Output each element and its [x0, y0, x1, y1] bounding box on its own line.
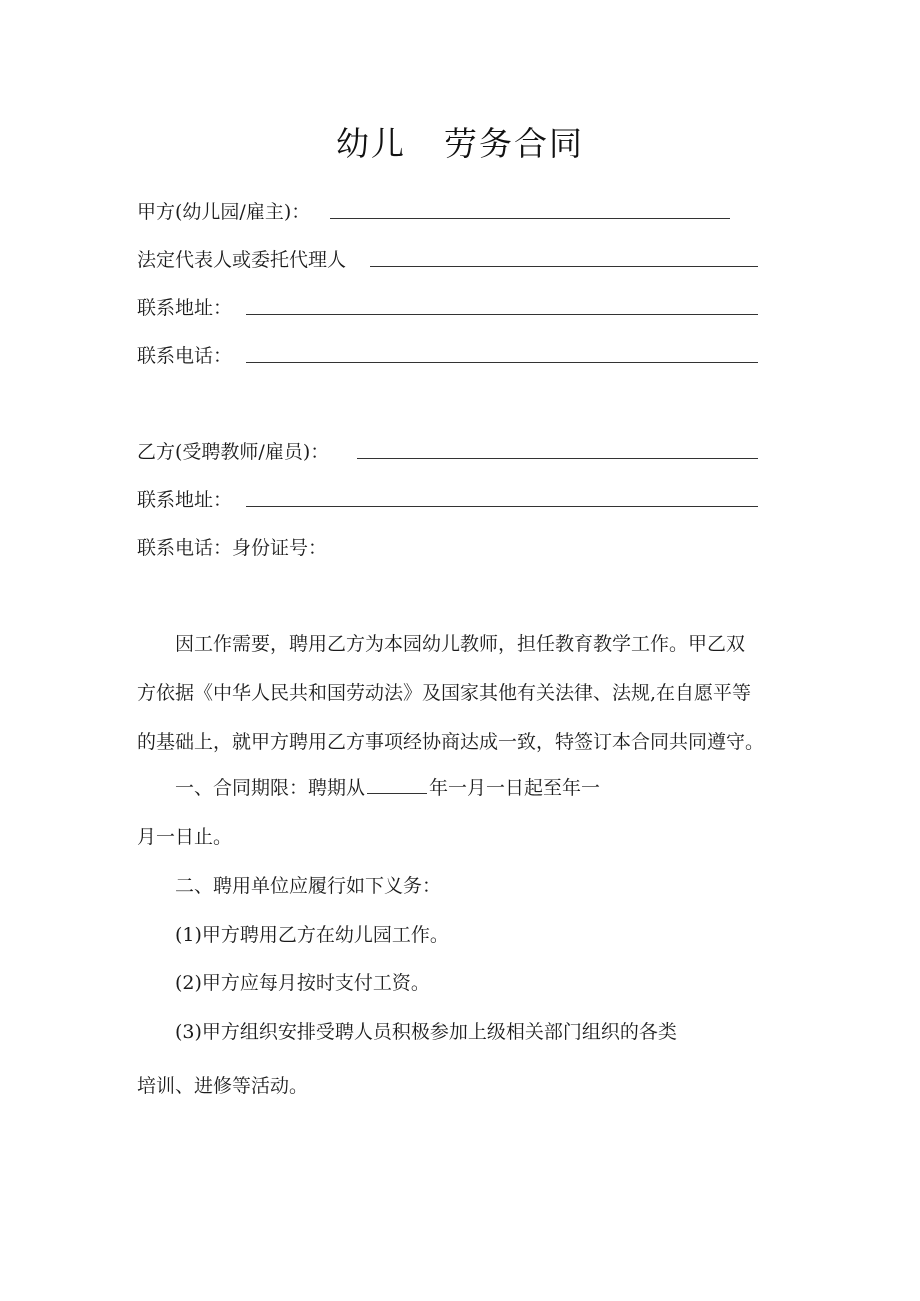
duty-3-line-1: (3)甲方组织安排受聘人员积极参加上级相关部门组织的各类 — [175, 1021, 677, 1043]
term-year-blank — [367, 777, 427, 794]
party-a-name-label: 甲方(幼儿园/雇主)： — [137, 201, 311, 223]
intro-line-3: 的基础上，就甲方聘用乙方事项经协商达成一致，特签订本合同共同遵守。 — [137, 731, 765, 753]
term-line-2: 月一日止。 — [137, 826, 233, 848]
party-b-address-label: 联系地址： — [137, 489, 233, 511]
intro-line-1: 因工作需要，聘用乙方为本园幼儿教师，担任教育教学工作。甲乙双 — [175, 633, 746, 655]
intro-line-2: 方依据《中华人民共和国劳动法》及国家其他有关法律、法规,在自愿平等 — [137, 682, 752, 704]
party-b-name-blank — [357, 458, 758, 459]
duty-3-line-2: 培训、进修等活动。 — [137, 1075, 309, 1097]
party-a-phone-label: 联系电话： — [137, 345, 233, 367]
party-b-address-blank — [246, 506, 758, 507]
duty-1: (1)甲方聘用乙方在幼儿园工作。 — [175, 924, 449, 946]
party-b-phone-id-label: 联系电话：身份证号： — [137, 537, 328, 559]
party-a-address-blank — [246, 314, 758, 315]
term-suffix: 年一月一日起至年一 — [429, 777, 601, 799]
party-a-phone-blank — [246, 362, 758, 363]
duties-heading: 二、聘用单位应履行如下义务： — [175, 875, 442, 897]
term-line-1 — [175, 776, 600, 800]
title-part-1: 幼儿 — [336, 124, 406, 163]
page-title — [0, 118, 920, 165]
party-a-name-blank — [330, 218, 730, 219]
title-part-2: 劳务合同 — [444, 124, 584, 163]
duty-2: (2)甲方应每月按时支付工资。 — [175, 972, 430, 994]
party-a-address-label: 联系地址： — [137, 297, 233, 319]
party-b-name-label: 乙方(受聘教师/雇员)： — [137, 441, 330, 463]
party-a-rep-label: 法定代表人或委托代理人 — [137, 249, 347, 271]
party-a-rep-blank — [370, 266, 758, 267]
term-prefix: 一、合同期限：聘期从 — [175, 777, 366, 799]
